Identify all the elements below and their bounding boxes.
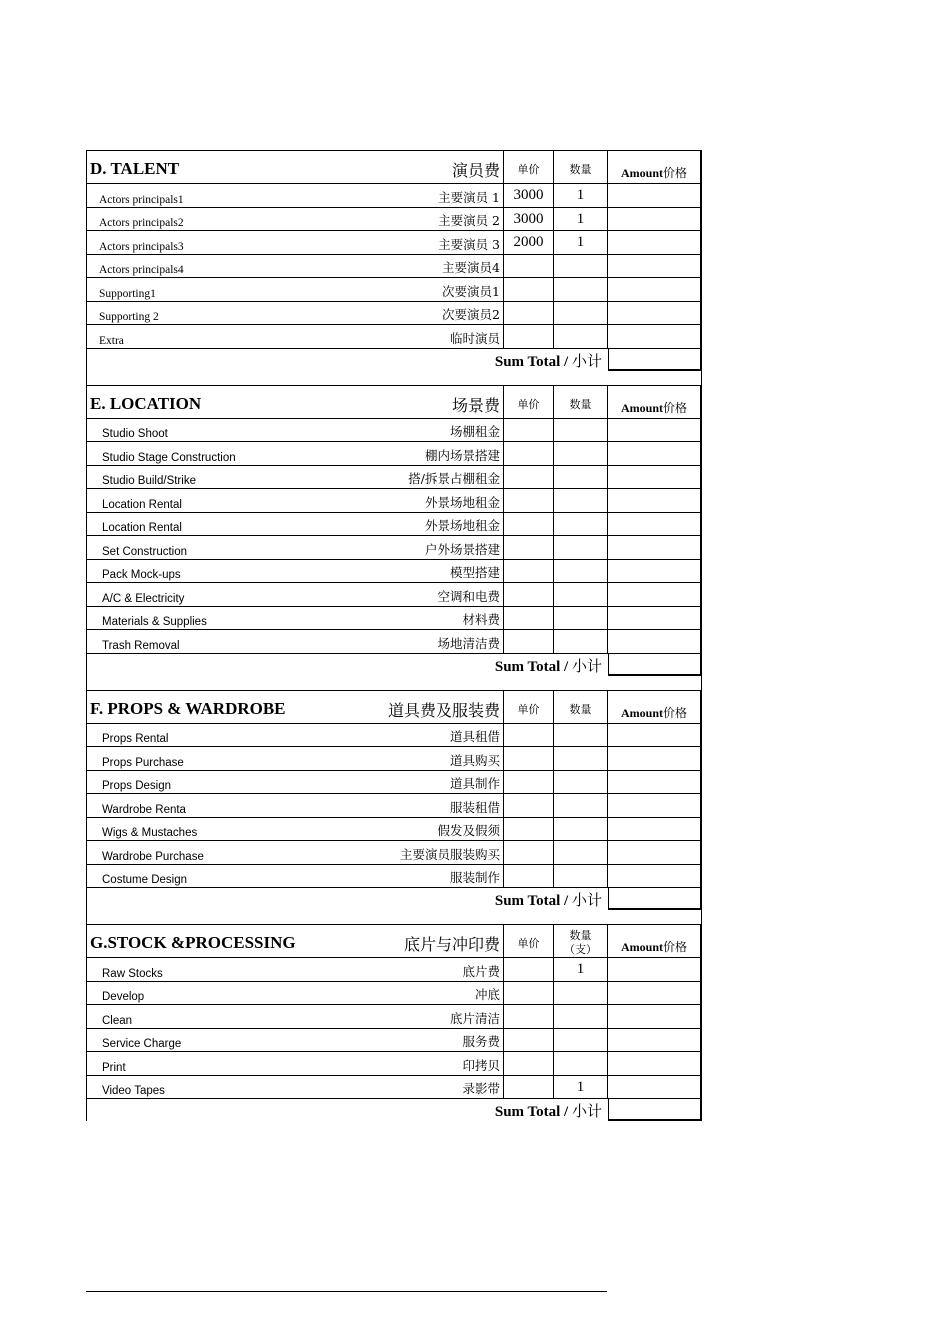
quantity-cell[interactable] (554, 466, 608, 489)
quantity-cell[interactable] (554, 1029, 608, 1052)
item-name-en: Location Rental (102, 498, 182, 511)
item-name-cn: 冲底 (474, 987, 500, 1002)
amount-cell[interactable] (608, 1029, 702, 1052)
amount-cell[interactable] (608, 583, 702, 606)
item-label-cell (86, 231, 504, 254)
budget-row (86, 513, 702, 537)
item-name-en: Extra (99, 334, 124, 347)
budget-row (86, 466, 702, 490)
item-name-cn: 外景场地租金 (424, 518, 500, 533)
sum-total-amount-cell[interactable] (608, 654, 702, 676)
item-label-cell (86, 1029, 504, 1052)
col-header-amount (608, 150, 702, 183)
sum-total-row (86, 349, 702, 371)
amount-cell[interactable] (608, 231, 702, 254)
budget-row (86, 536, 702, 560)
quantity-cell[interactable] (554, 325, 608, 348)
sum-total-amount-cell[interactable] (608, 1099, 702, 1121)
unit-price-cell[interactable]: 3000 (504, 184, 554, 207)
item-label-cell (86, 607, 504, 630)
amount-cell[interactable] (608, 255, 702, 278)
amount-cell[interactable] (608, 325, 702, 348)
col-header-amount-cn: 价格 (663, 400, 688, 415)
col-header-price: 单价 (504, 385, 554, 418)
item-name-cn: 道具租借 (449, 729, 500, 744)
budget-row (86, 865, 702, 889)
col-header-qty (554, 150, 608, 183)
amount-cell[interactable] (608, 302, 702, 325)
item-name-cn: 模型搭建 (449, 565, 500, 580)
section-header-label-cell (86, 385, 504, 418)
item-label-cell (86, 724, 504, 747)
col-header-qty-label: 数量 (569, 163, 592, 176)
sum-total-row (86, 888, 702, 910)
unit-price-cell[interactable]: 2000 (504, 231, 554, 254)
item-label-cell (86, 489, 504, 512)
sum-total-label (495, 655, 602, 676)
section-header-label-cell (86, 150, 504, 183)
quantity-cell[interactable] (554, 865, 608, 888)
item-label-cell (86, 794, 504, 817)
item-name-en: Props Purchase (102, 756, 184, 769)
item-name-en: Service Charge (102, 1038, 182, 1050)
unit-price-cell[interactable] (504, 255, 554, 278)
budget-row (86, 419, 702, 443)
item-name-cn: 户外场景搭建 (424, 541, 500, 557)
item-label-cell (86, 1052, 504, 1075)
footer-rule (86, 1291, 607, 1292)
quantity-cell[interactable] (554, 513, 608, 536)
budget-section (86, 150, 702, 385)
sum-total-amount-cell[interactable] (608, 888, 702, 910)
item-label-cell (86, 255, 504, 278)
amount-cell[interactable] (608, 630, 702, 653)
quantity-cell[interactable] (554, 536, 608, 559)
item-name-en: Costume Design (102, 874, 188, 886)
budget-row (86, 630, 702, 654)
budget-row (86, 184, 702, 208)
col-header-amount-en: Amount (620, 400, 663, 415)
col-header-amount (608, 385, 702, 418)
col-header-amount-cn: 价格 (663, 166, 688, 180)
unit-price-cell[interactable] (504, 771, 554, 794)
item-name-en: Video Tapes (102, 1085, 165, 1097)
unit-price-cell[interactable] (504, 865, 554, 888)
budget-row (86, 958, 702, 982)
quantity-cell[interactable] (554, 442, 608, 465)
amount-cell[interactable] (608, 865, 702, 888)
item-name-en: Supporting 2 (99, 311, 159, 323)
amount-cell[interactable] (608, 724, 702, 747)
item-name-en: Actors principals1 (99, 193, 184, 206)
item-name-cn: 服装制作 (449, 870, 500, 885)
section-header-label-cell (86, 690, 504, 723)
item-name-en: Studio Build/Strike (102, 475, 196, 487)
quantity-cell[interactable] (554, 771, 608, 794)
amount-cell[interactable] (608, 841, 702, 864)
item-label-cell (86, 982, 504, 1005)
unit-price-cell[interactable] (504, 560, 554, 583)
unit-price-cell[interactable] (504, 982, 554, 1005)
item-label-cell (86, 630, 504, 653)
budget-section (86, 690, 702, 925)
item-name-cn: 录影带 (462, 1081, 500, 1096)
col-header-qty-label: 数量 (569, 702, 592, 716)
sum-label-cell (86, 888, 602, 910)
col-header-qty-unit: （支） (564, 943, 597, 956)
section-title: D. TALENT (90, 159, 180, 178)
unit-price-cell[interactable] (504, 841, 554, 864)
budget-row (86, 1005, 702, 1029)
sum-total-label (495, 889, 602, 910)
item-name-en: Develop (102, 991, 145, 1003)
budget-row (86, 255, 702, 279)
budget-row (86, 1029, 702, 1053)
section-title: G.STOCK &PROCESSING (90, 933, 296, 952)
amount-cell[interactable] (608, 747, 702, 770)
item-name-cn: 服务费 (462, 1034, 500, 1049)
item-name-en: Actors principals2 (99, 217, 184, 229)
amount-cell[interactable] (608, 208, 702, 231)
col-header-amount (608, 924, 702, 957)
col-header-amount-en: Amount (620, 940, 663, 954)
amount-cell[interactable] (608, 818, 702, 841)
item-label-cell (86, 771, 504, 794)
col-header-amount-en: Amount (620, 705, 663, 720)
section-header-label-cell (86, 924, 504, 957)
item-name-en: Wardrobe Renta (102, 803, 186, 816)
amount-cell[interactable] (608, 982, 702, 1005)
item-name-cn: 主要演员 3 (438, 236, 500, 252)
item-name-cn: 道具购买 (449, 752, 500, 768)
budget-row (86, 1076, 702, 1100)
unit-price-cell[interactable] (504, 958, 554, 981)
budget-row (86, 231, 702, 255)
amount-cell[interactable] (608, 560, 702, 583)
item-name-en: Studio Stage Construction (102, 451, 236, 464)
budget-row (86, 607, 702, 631)
unit-price-cell[interactable] (504, 466, 554, 489)
sum-total-label-en: Sum Total / (494, 893, 569, 909)
section-header (86, 150, 702, 184)
unit-price-cell[interactable] (504, 630, 554, 653)
item-name-en: Actors principals3 (99, 240, 184, 253)
budget-section (86, 924, 702, 1121)
col-header-qty (554, 690, 608, 723)
budget-row (86, 302, 702, 326)
quantity-cell[interactable] (554, 982, 608, 1005)
sum-total-label-cn: 小计 (571, 351, 602, 370)
budget-row (86, 841, 702, 865)
budget-row (86, 1052, 702, 1076)
item-name-en: Props Rental (102, 733, 169, 745)
item-name-cn: 主要演员 1 (438, 189, 500, 205)
item-label-cell (86, 1005, 504, 1028)
item-label-cell (86, 1076, 504, 1099)
amount-cell[interactable] (608, 958, 702, 981)
unit-price-cell[interactable] (504, 325, 554, 348)
quantity-cell[interactable]: 1 (554, 208, 608, 231)
amount-cell[interactable] (608, 278, 702, 301)
col-header-qty-label: 数量 (569, 929, 592, 942)
quantity-cell[interactable] (554, 583, 608, 606)
item-label-cell (86, 513, 504, 536)
item-label-cell (86, 184, 504, 207)
item-name-en: Clean (102, 1014, 133, 1027)
sum-label-cell (86, 1099, 602, 1121)
quantity-cell[interactable] (554, 1052, 608, 1075)
quantity-cell[interactable] (554, 419, 608, 442)
unit-price-cell[interactable]: 3000 (504, 208, 554, 231)
unit-price-cell[interactable] (504, 747, 554, 770)
item-label-cell (86, 841, 504, 864)
amount-cell[interactable] (608, 536, 702, 559)
section-header (86, 385, 702, 419)
unit-price-cell[interactable] (504, 607, 554, 630)
amount-cell[interactable] (608, 442, 702, 465)
item-label-cell (86, 536, 504, 559)
item-label-cell (86, 466, 504, 489)
sum-total-row (86, 1099, 702, 1121)
section-title: E. LOCATION (90, 393, 202, 413)
amount-cell[interactable] (608, 489, 702, 512)
unit-price-cell[interactable] (504, 1076, 554, 1099)
item-label-cell (86, 865, 504, 888)
section-spacer (86, 371, 702, 385)
budget-sheet (86, 150, 702, 1121)
amount-cell[interactable] (608, 771, 702, 794)
quantity-cell[interactable]: 1 (554, 231, 608, 254)
budget-row (86, 208, 702, 232)
sum-total-label-en: Sum Total / (494, 658, 569, 675)
col-header-amount-cn: 价格 (663, 705, 688, 720)
quantity-cell[interactable] (554, 607, 608, 630)
sum-total-label-cn: 小计 (571, 1102, 602, 1120)
budget-row (86, 325, 702, 349)
quantity-cell[interactable]: 1 (554, 958, 608, 981)
quantity-cell[interactable] (554, 818, 608, 841)
budget-section (86, 385, 702, 690)
quantity-cell[interactable] (554, 278, 608, 301)
quantity-cell[interactable] (554, 794, 608, 817)
unit-price-cell[interactable] (504, 794, 554, 817)
item-name-cn: 底片费 (462, 963, 500, 979)
item-name-cn: 场地清洁费 (437, 635, 500, 651)
budget-row (86, 442, 702, 466)
item-name-en: Wardrobe Purchase (102, 850, 204, 863)
sum-label-cell (86, 349, 602, 371)
col-header-amount (608, 690, 702, 723)
budget-row (86, 560, 702, 584)
item-name-en: Trash Removal (102, 639, 180, 652)
col-header-price: 单价 (504, 150, 554, 183)
amount-cell[interactable] (608, 513, 702, 536)
item-name-cn: 主要演员服装购买 (399, 846, 500, 862)
item-name-en: Supporting1 (99, 287, 156, 300)
budget-row (86, 794, 702, 818)
col-header-qty (554, 385, 608, 418)
col-header-qty-label: 数量 (569, 397, 592, 411)
amount-cell[interactable] (608, 1005, 702, 1028)
unit-price-cell[interactable] (504, 536, 554, 559)
item-label-cell (86, 560, 504, 583)
unit-price-cell[interactable] (504, 442, 554, 465)
item-name-en: Set Construction (102, 545, 188, 558)
item-name-cn: 场棚租金 (449, 424, 500, 439)
item-name-en: Print (102, 1061, 126, 1074)
item-name-cn: 次要演员2 (442, 307, 500, 322)
sum-total-label-en: Sum Total / (494, 353, 569, 370)
quantity-cell[interactable] (554, 302, 608, 325)
amount-cell[interactable] (608, 184, 702, 207)
amount-cell[interactable] (608, 419, 702, 442)
item-label-cell (86, 419, 504, 442)
unit-price-cell[interactable] (504, 302, 554, 325)
item-label-cell (86, 302, 504, 325)
section-title-cn: 底片与冲印费 (403, 935, 500, 954)
item-name-en: Props Design (102, 780, 172, 792)
item-name-cn: 空调和电费 (437, 588, 500, 604)
item-label-cell (86, 747, 504, 770)
item-name-en: Wigs & Mustaches (102, 827, 198, 839)
item-label-cell (86, 818, 504, 841)
col-header-amount-en: Amount (620, 166, 663, 180)
amount-cell[interactable] (608, 794, 702, 817)
quantity-cell[interactable] (554, 489, 608, 512)
unit-price-cell[interactable] (504, 1029, 554, 1052)
sum-total-label-cn: 小计 (571, 656, 602, 675)
item-label-cell (86, 278, 504, 301)
unit-price-cell[interactable] (504, 818, 554, 841)
sum-total-label-cn: 小计 (571, 891, 602, 909)
item-name-en: Materials & Supplies (102, 616, 207, 628)
section-title: F. PROPS & WARDROBE (90, 698, 286, 718)
quantity-cell[interactable] (554, 630, 608, 653)
unit-price-cell[interactable] (504, 419, 554, 442)
sum-total-label-en: Sum Total / (494, 1104, 569, 1120)
budget-row (86, 489, 702, 513)
unit-price-cell[interactable] (504, 583, 554, 606)
quantity-cell[interactable] (554, 1005, 608, 1028)
budget-row (86, 583, 702, 607)
budget-row (86, 747, 702, 771)
item-label-cell (86, 208, 504, 231)
item-name-en: A/C & Electricity (102, 592, 185, 605)
sum-label-cell (86, 654, 602, 676)
item-name-cn: 印拷贝 (462, 1057, 500, 1073)
item-name-cn: 主要演员 2 (438, 213, 500, 228)
quantity-cell[interactable] (554, 841, 608, 864)
section-title-cn: 演员费 (451, 161, 500, 180)
section-title-cn: 道具费及服装费 (387, 700, 500, 720)
sum-total-amount-cell[interactable] (608, 349, 702, 371)
unit-price-cell[interactable] (504, 278, 554, 301)
item-name-en: Raw Stocks (102, 967, 163, 980)
quantity-cell[interactable] (554, 724, 608, 747)
budget-row (86, 982, 702, 1006)
unit-price-cell[interactable] (504, 1005, 554, 1028)
item-name-cn: 次要演员1 (442, 283, 500, 299)
section-title-cn: 场景费 (451, 395, 500, 415)
item-name-en: Pack Mock-ups (102, 569, 181, 581)
section-spacer (86, 676, 702, 690)
col-header-price: 单价 (504, 690, 554, 723)
item-name-cn: 材料费 (462, 612, 500, 627)
item-name-cn: 服装租借 (449, 799, 500, 815)
item-name-cn: 搭/拆景占棚租金 (408, 471, 500, 486)
unit-price-cell[interactable] (504, 724, 554, 747)
quantity-cell[interactable] (554, 560, 608, 583)
unit-price-cell[interactable] (504, 489, 554, 512)
item-name-cn: 主要演员4 (442, 260, 500, 275)
budget-row (86, 771, 702, 795)
amount-cell[interactable] (608, 466, 702, 489)
item-label-cell (86, 442, 504, 465)
item-name-cn: 棚内场景搭建 (424, 447, 500, 463)
unit-price-cell[interactable] (504, 1052, 554, 1075)
item-label-cell (86, 958, 504, 981)
unit-price-cell[interactable] (504, 513, 554, 536)
section-header (86, 924, 702, 958)
item-label-cell (86, 583, 504, 606)
col-header-amount-cn: 价格 (663, 940, 688, 954)
section-spacer (86, 910, 702, 924)
quantity-cell[interactable]: 1 (554, 1076, 608, 1099)
budget-row (86, 818, 702, 842)
item-name-en: Location Rental (102, 522, 182, 534)
col-header-price: 单价 (504, 924, 554, 957)
sum-total-row (86, 654, 702, 676)
section-header (86, 690, 702, 724)
col-header-qty (554, 924, 608, 957)
item-name-cn: 外景场地租金 (424, 494, 500, 510)
item-label-cell (86, 325, 504, 348)
item-name-en: Studio Shoot (102, 428, 168, 440)
amount-cell[interactable] (608, 607, 702, 630)
item-name-cn: 底片清洁 (449, 1010, 500, 1026)
item-name-cn: 临时演员 (449, 330, 500, 346)
quantity-cell[interactable]: 1 (554, 184, 608, 207)
quantity-cell[interactable] (554, 255, 608, 278)
budget-row (86, 278, 702, 302)
amount-cell[interactable] (608, 1052, 702, 1075)
item-name-en: Actors principals4 (99, 264, 184, 276)
sum-total-label (495, 1100, 602, 1121)
budget-row (86, 724, 702, 748)
amount-cell[interactable] (608, 1076, 702, 1099)
item-name-cn: 道具制作 (449, 776, 500, 791)
item-name-cn: 假发及假须 (437, 823, 500, 838)
sum-total-label (495, 350, 602, 371)
quantity-cell[interactable] (554, 747, 608, 770)
